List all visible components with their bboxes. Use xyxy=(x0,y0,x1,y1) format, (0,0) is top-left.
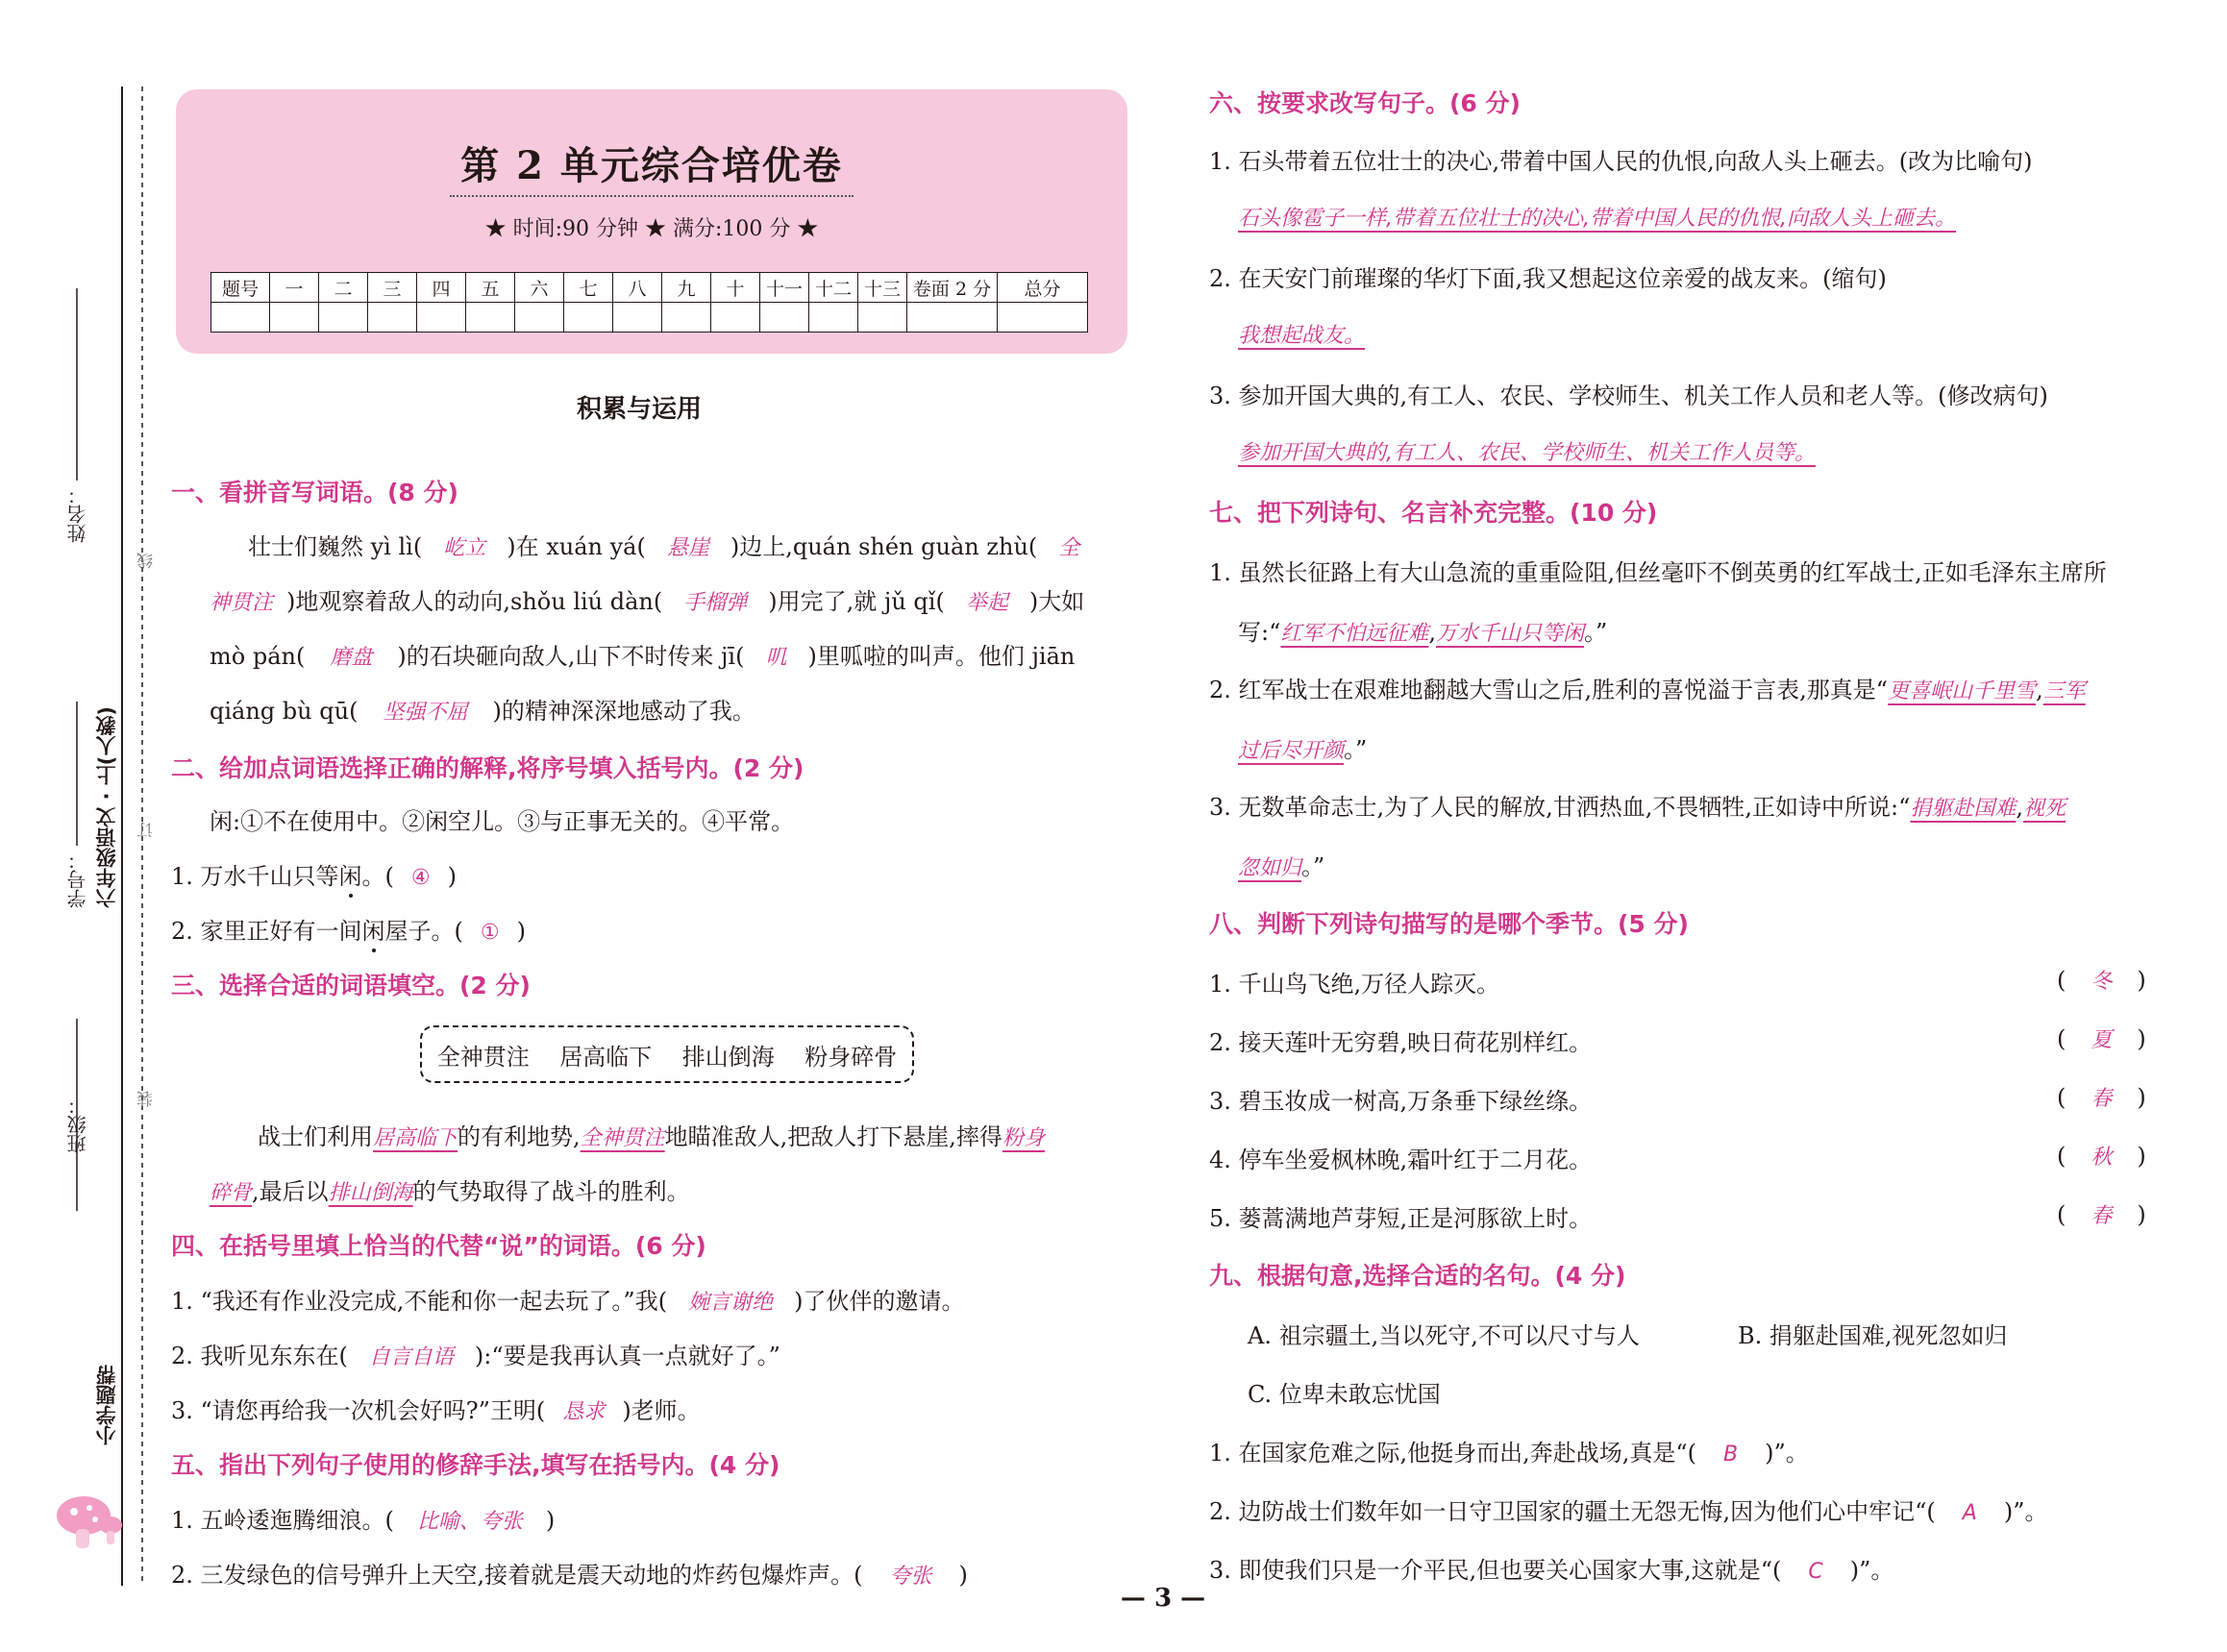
score-header-cell: 四 xyxy=(417,273,466,303)
answer-text: 红军不怕远征难 xyxy=(1280,622,1429,646)
s1-text: )边上,quán shén guàn zhù( xyxy=(730,533,1038,560)
s9-text: 2. 边防战士们数年如一日守卫国家的疆土无怨无悔,因为他们心中牢记“( xyxy=(1209,1498,1936,1525)
section-7-title: 七、把下列诗句、名言补充完整。(10 分) xyxy=(1209,499,1658,527)
s7-text: , xyxy=(2016,794,2024,821)
answer-text: 全 xyxy=(1058,536,1080,560)
s7-question-2a xyxy=(1209,671,2086,704)
s8-item-3: 3. 碧玉妆成一树高,万条垂下绿丝绦。 xyxy=(1209,1088,1593,1115)
s7-text: 2. 红军战士在艰难地翻越大雪山之后,胜利的喜悦溢于言表,那真是“ xyxy=(1209,677,1889,703)
answer-text: 举起 xyxy=(965,591,1008,615)
answer-text: 忽如归 xyxy=(1238,856,1302,880)
s8-answer-5: ( 春 ) xyxy=(2057,1201,2146,1228)
s9-text: )”。 xyxy=(2003,1498,2048,1525)
s2-question-1 xyxy=(171,857,457,891)
answer-text: 坚强不屈 xyxy=(383,701,468,725)
score-cell[interactable] xyxy=(564,303,613,333)
answer-text: 过后尽开颜 xyxy=(1238,739,1345,763)
s7-text: 。” xyxy=(1301,853,1325,880)
s3-line-1 xyxy=(258,1118,1045,1151)
score-header-cell: 八 xyxy=(613,273,662,303)
s1-line-1 xyxy=(248,528,1089,561)
s2-definition: 闲:①不在使用中。②闲空儿。③与正事无关的。④平常。 xyxy=(210,808,795,835)
dotted-word: 闲 xyxy=(338,863,362,890)
s1-text: )大如 xyxy=(1028,588,1085,615)
score-cell[interactable] xyxy=(368,303,417,333)
answer-text: 婉言谢绝 xyxy=(688,1291,774,1315)
s7-text: , xyxy=(2036,677,2043,703)
answer-text: 石头像雹子一样,带着五位壮士的决心,带着中国人民的仇恨,向敌人头上砸去。 xyxy=(1238,207,1956,231)
score-cell[interactable] xyxy=(998,303,1088,333)
answer-text: 碎骨 xyxy=(210,1181,253,1205)
s5-text: ) xyxy=(958,1562,968,1589)
s9-text: 3. 即使我们只是一介平民,但也要关心国家大事,这就是“( xyxy=(1209,1557,1782,1584)
word-choice: 全神贯注 xyxy=(436,1043,530,1071)
score-cell[interactable] xyxy=(466,303,515,333)
score-cell[interactable] xyxy=(809,303,858,333)
s4-text: ):“要是我再认真一点就好了。” xyxy=(474,1343,780,1369)
score-header-cell: 六 xyxy=(515,273,564,303)
part-title: 积累与运用 xyxy=(577,395,703,424)
section-2-title: 二、给加点词语选择正确的解释,将序号填入括号内。(2 分) xyxy=(171,754,804,782)
score-cell[interactable] xyxy=(270,303,319,333)
score-header-cell: 十二 xyxy=(809,273,858,303)
grade-label: 六年级语文 · 上(人教) xyxy=(95,706,118,908)
s2-text: 屋子。( xyxy=(384,918,463,945)
answer-text: 自言自语 xyxy=(368,1345,454,1369)
s8-item-1: 1. 千山鸟飞绝,万径人踪灭。 xyxy=(1209,971,1500,998)
s1-text: qiáng bù qū( xyxy=(210,698,359,725)
s2-text: ) xyxy=(516,918,527,945)
answer-text: 三军 xyxy=(2042,679,2086,703)
cut-mark-line: 线 xyxy=(137,553,157,569)
mushroom-logo-icon xyxy=(53,1485,130,1562)
s7-question-2b xyxy=(1238,730,1367,764)
s5-text: 2. 三发绿色的信号弹升上天空,接着就是震天动地的炸药包爆炸声。( xyxy=(171,1562,863,1589)
score-header-cell: 十 xyxy=(711,273,760,303)
s1-text: )的石块砸向敌人,山下不时传来 jī( xyxy=(397,643,745,670)
answer-text: 秋 xyxy=(2091,1146,2113,1170)
score-cell[interactable] xyxy=(211,303,270,333)
score-cell[interactable] xyxy=(417,303,466,333)
answer-text: 比喻、夸张 xyxy=(416,1510,523,1534)
s9-option-a: A. 祖宗疆土,当以死守,不可以尺寸与人 xyxy=(1248,1322,1640,1349)
score-header-cell: 题号 xyxy=(211,273,270,303)
s8-answer-3: ( 春 ) xyxy=(2057,1084,2146,1111)
answer-text: A xyxy=(1962,1501,1977,1525)
s5-text: ) xyxy=(545,1507,556,1534)
section-4-title: 四、在括号里填上恰当的代替“说”的词语。(6 分) xyxy=(171,1232,706,1260)
answer-text: 居高临下 xyxy=(373,1126,458,1150)
s1-line-4 xyxy=(210,692,755,726)
s6-question-2: 2. 在天安门前璀璨的华灯下面,我又想起这位亲爱的战友来。(缩句) xyxy=(1209,265,1887,292)
score-cell[interactable] xyxy=(662,303,711,333)
s4-question-3 xyxy=(171,1392,701,1425)
score-header-cell: 总分 xyxy=(998,273,1088,303)
answer-text: 视死 xyxy=(2023,797,2066,821)
section-6-title: 六、按要求改写句子。(6 分) xyxy=(1209,89,1521,117)
score-table-blank-row xyxy=(211,303,1088,333)
answer-text: 恳求 xyxy=(562,1400,606,1424)
s8-item-2: 2. 接天莲叶无穷碧,映日荷花别样红。 xyxy=(1209,1029,1593,1056)
page-number: — 3 — xyxy=(1120,1584,1206,1613)
s3-text: ,最后以 xyxy=(252,1178,329,1205)
score-cell[interactable] xyxy=(613,303,662,333)
s9-question-2 xyxy=(1209,1492,2048,1526)
word-choice: 排山倒海 xyxy=(681,1043,775,1071)
cut-mark-bind: 订 xyxy=(137,822,157,838)
answer-text: 叽 xyxy=(765,646,787,670)
title-divider xyxy=(450,195,854,197)
s3-text: 的气势取得了战斗的胜利。 xyxy=(412,1178,690,1205)
s1-text: 壮士们巍然 yì lì( xyxy=(248,533,423,560)
answer-text: 更喜岷山千里雪 xyxy=(1888,679,2037,703)
s1-text: )在 xuán yá( xyxy=(507,533,646,560)
s2-text: 。( xyxy=(361,863,394,890)
s2-text: 1. 万水千山只等 xyxy=(171,863,339,890)
s2-question-2 xyxy=(171,912,526,946)
section-8-title: 八、判断下列诗句描写的是哪个季节。(5 分) xyxy=(1209,910,1689,938)
s7-text: 。” xyxy=(1344,736,1368,763)
s7-question-3b xyxy=(1238,848,1324,881)
s6-answer-2 xyxy=(1238,319,1365,349)
answer-text: 排山倒海 xyxy=(328,1181,413,1205)
answer-text: 屹立 xyxy=(443,536,486,560)
s4-question-2 xyxy=(171,1337,780,1370)
answer-text: B xyxy=(1723,1442,1739,1467)
answer-text: 捐躯赴国难 xyxy=(1910,797,2017,821)
s8-answer-2: ( 夏 ) xyxy=(2057,1025,2146,1052)
s4-text: )老师。 xyxy=(622,1397,701,1424)
answer-text: 参加开国大典的,有工人、农民、学校师生、机关工作人员等。 xyxy=(1238,441,1816,465)
s4-text: 2. 我听见东东在( xyxy=(171,1343,348,1369)
s9-option-c: C. 位卑未敢忘忧国 xyxy=(1248,1381,1441,1408)
exam-title: 第 2 单元综合培优卷 xyxy=(460,143,843,188)
s9-option-b: B. 捐躯赴国难,视死忽如归 xyxy=(1738,1322,2008,1349)
answer-text: 神贯注 xyxy=(210,591,274,615)
answer-text: ① xyxy=(480,921,500,945)
s7-text: , xyxy=(1428,619,1437,646)
binding-strip xyxy=(0,0,168,1652)
s7-question-1a: 1. 虽然长征路上有大山急流的重重险阻,但丝毫吓不倒英勇的红军战士,正如毛泽东主席所 xyxy=(1209,559,2107,586)
score-cell[interactable] xyxy=(907,303,998,333)
answer-text: 全神贯注 xyxy=(580,1126,665,1150)
s4-text: 3. “请您再给我一次机会好吗?”王明( xyxy=(171,1397,546,1424)
score-cell[interactable] xyxy=(319,303,368,333)
s1-line-3 xyxy=(210,637,1075,671)
answer-text: 万水千山只等闲 xyxy=(1436,622,1585,646)
section-3-title: 三、选择合适的词语填空。(2 分) xyxy=(171,972,531,999)
s8-item-4: 4. 停车坐爱枫林晚,霜叶红于二月花。 xyxy=(1209,1147,1593,1173)
s1-text: mò pán( xyxy=(210,643,306,670)
cut-mark-install: 装 xyxy=(137,1091,157,1107)
s3-text: 的有利地势, xyxy=(458,1123,581,1150)
s5-question-1 xyxy=(171,1501,555,1535)
score-cell[interactable] xyxy=(858,303,907,333)
s5-text: 1. 五岭逶迤腾细浪。( xyxy=(171,1507,394,1534)
s6-answer-1 xyxy=(1238,202,1956,232)
s8-answer-4: ( 秋 ) xyxy=(2057,1143,2146,1170)
s3-text: 地瞄准敌人,把敌人打下悬崖,摔得 xyxy=(664,1123,1002,1150)
s9-text: )”。 xyxy=(1849,1557,1894,1584)
word-choice-box xyxy=(420,1025,914,1083)
exam-header xyxy=(176,89,1127,354)
answer-text: 磨盘 xyxy=(330,646,373,670)
s6-answer-3 xyxy=(1238,436,1816,466)
score-header-cell: 三 xyxy=(368,273,417,303)
s8-item-5: 5. 蒌蒿满地芦芽短,正是河豚欲上时。 xyxy=(1209,1205,1593,1232)
section-9-title: 九、根据句意,选择合适的名句。(4 分) xyxy=(1209,1262,1626,1290)
score-table-header-row xyxy=(211,273,1088,303)
answer-text: 冬 xyxy=(2091,970,2113,994)
answer-text: 粉身 xyxy=(1002,1126,1045,1150)
name-label: 姓名： xyxy=(66,485,89,543)
s9-text: 1. 在国家危难之际,他挺身而出,奔赴战场,真是“( xyxy=(1209,1440,1697,1467)
score-cell[interactable] xyxy=(760,303,809,333)
s7-text: 写:“ xyxy=(1238,619,1281,646)
s1-text: )里呱啦的叫声。他们 jiān xyxy=(807,643,1076,670)
score-header-cell: 九 xyxy=(662,273,711,303)
s6-question-1: 1. 石头带着五位壮士的决心,带着中国人民的仇恨,向敌人头上砸去。(改为比喻句) xyxy=(1209,148,2033,175)
answer-text: ④ xyxy=(410,866,431,890)
s1-text: )地观察着敌人的动向,shǒu liú dàn( xyxy=(286,588,663,615)
s9-question-1 xyxy=(1209,1434,1809,1467)
answer-text: 手榴弹 xyxy=(683,591,748,615)
s7-text: 。” xyxy=(1584,619,1608,646)
answer-text: C xyxy=(1808,1560,1823,1584)
s9-text: )”。 xyxy=(1765,1440,1809,1467)
score-header-cell: 十三 xyxy=(858,273,907,303)
word-choice: 粉身碎骨 xyxy=(804,1043,898,1071)
score-header-cell: 一 xyxy=(270,273,319,303)
brand-label: 小学题帮 xyxy=(95,1365,118,1445)
s1-text: )的精神深深地感动了我。 xyxy=(492,698,755,725)
section-1-title: 一、看拼音写词语。(8 分) xyxy=(171,479,458,506)
score-table xyxy=(210,272,1088,333)
score-header-cell: 卷面 2 分 xyxy=(907,273,998,303)
s9-question-3 xyxy=(1209,1551,1893,1585)
s1-text: )用完了,就 jǔ qǐ( xyxy=(768,588,945,615)
score-header-cell: 十一 xyxy=(760,273,809,303)
s3-text: 战士们利用 xyxy=(258,1123,373,1150)
answer-text: 夏 xyxy=(2091,1028,2113,1052)
score-cell[interactable] xyxy=(711,303,760,333)
exam-subtitle: ★ 时间:90 分钟 ★ 满分:100 分 ★ xyxy=(484,217,819,241)
section-5-title: 五、指出下列句子使用的修辞手法,填写在括号内。(4 分) xyxy=(171,1451,780,1479)
s5-question-2 xyxy=(171,1556,968,1590)
answer-text: 春 xyxy=(2091,1087,2113,1111)
score-cell[interactable] xyxy=(515,303,564,333)
student-id-label: 学号： xyxy=(66,851,89,908)
s2-text: 2. 家里正好有一间 xyxy=(171,918,362,945)
class-label: 班级： xyxy=(66,1096,89,1153)
score-header-cell: 五 xyxy=(466,273,515,303)
answer-text: 悬崖 xyxy=(666,536,709,560)
s7-question-3a xyxy=(1209,788,2066,822)
s7-question-1b xyxy=(1238,613,1607,647)
s2-text: ) xyxy=(447,863,458,890)
answer-text: 我想起战友。 xyxy=(1238,324,1366,348)
s4-text: )了伙伴的邀请。 xyxy=(794,1288,965,1315)
word-choice: 居高临下 xyxy=(559,1043,653,1071)
s1-line-2 xyxy=(210,582,1084,616)
score-header-cell: 七 xyxy=(564,273,613,303)
answer-text: 夸张 xyxy=(889,1565,932,1589)
s6-question-3: 3. 参加开国大典的,有工人、农民、学校师生、机关工作人员和老人等。(修改病句) xyxy=(1209,382,2048,409)
s4-text: 1. “我还有作业没完成,不能和你一起去玩了。”我( xyxy=(171,1288,668,1315)
s8-answer-1: ( 冬 ) xyxy=(2057,967,2146,994)
answer-text: 春 xyxy=(2091,1204,2113,1228)
dotted-word: 闲 xyxy=(361,918,385,945)
score-header-cell: 二 xyxy=(319,273,368,303)
s4-question-1 xyxy=(171,1282,964,1316)
s7-text: 3. 无数革命志士,为了人民的解放,甘洒热血,不畏牺牲,正如诗中所说:“ xyxy=(1209,794,1911,821)
s3-line-2 xyxy=(210,1172,690,1206)
